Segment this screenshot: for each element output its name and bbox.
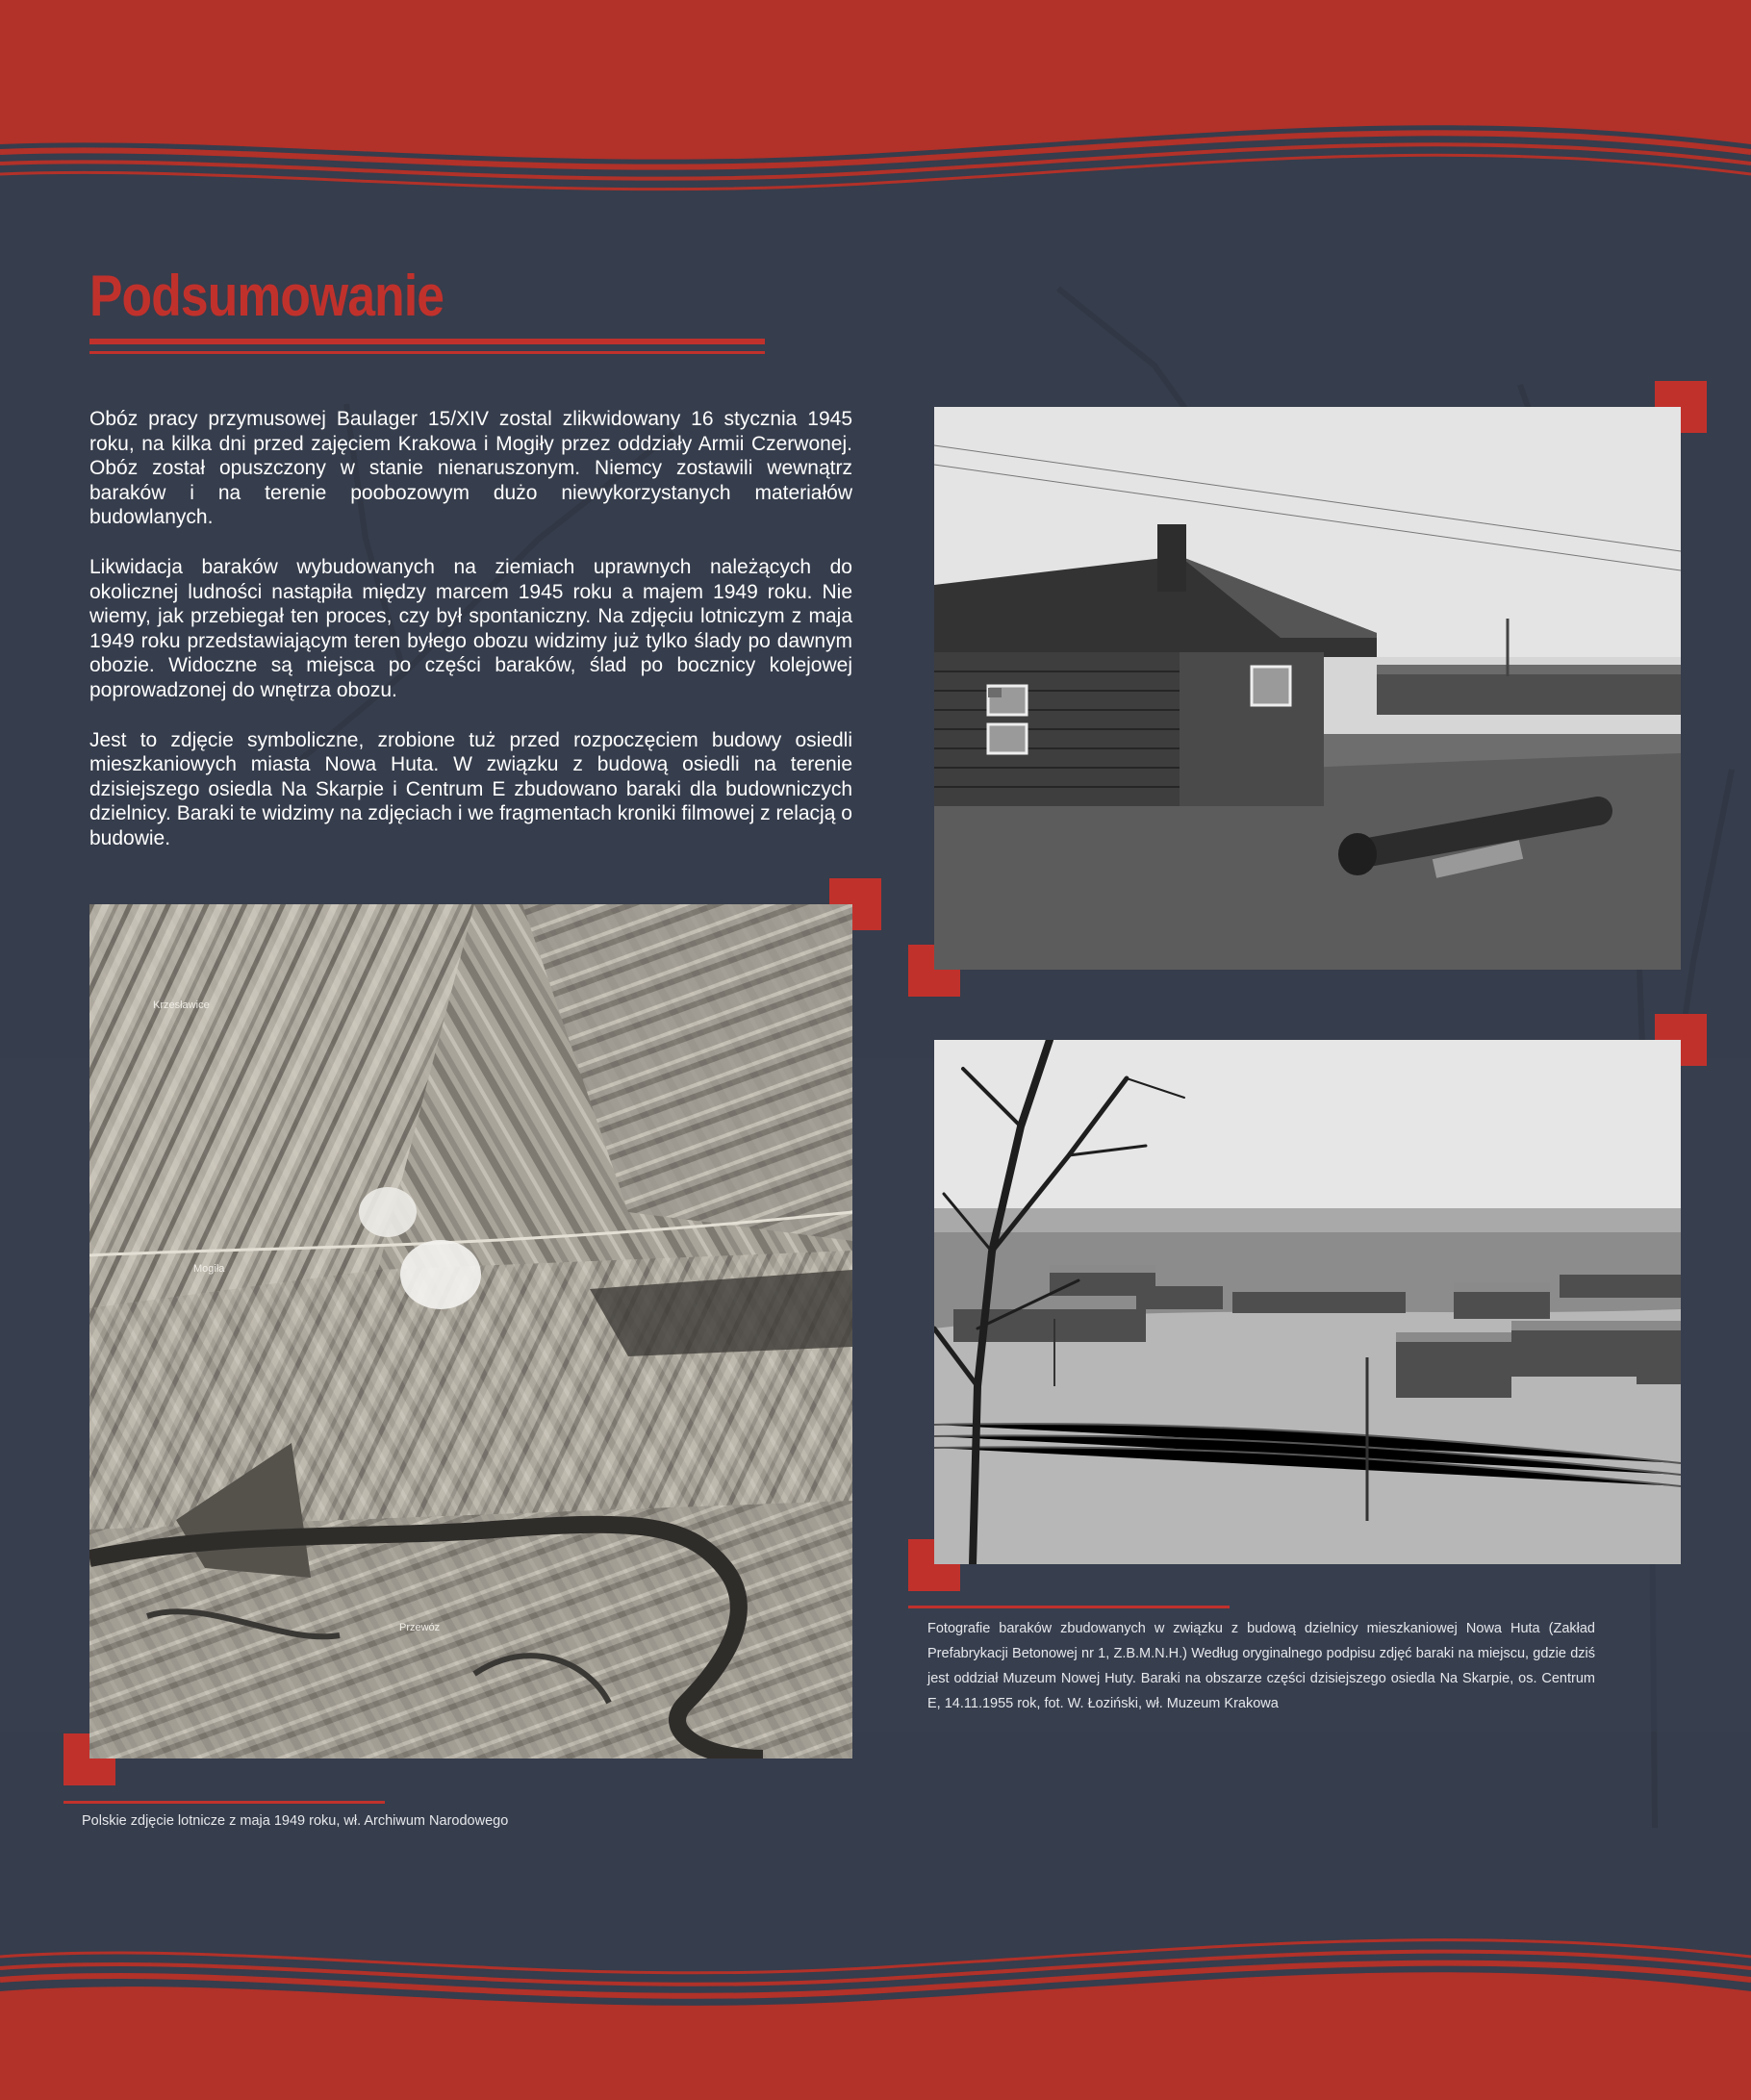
barrack-photo (934, 407, 1681, 970)
barracks-photos-caption: Fotografie baraków zbudowanych w związku z budową dzielnicy mieszkaniowej Nowa Huta (Zakład Prefabrykacji Betonowej nr 1, Z.B.M.N.H.) Według oryginalnego podpisu zdjęć baraki na miejscu, gdzie dziś jest oddział Muzeum Nowej Huty. Baraki na obszarze części dzisiejszego osiedla Na Skarpie, os. Centrum E, 14.11.1955 rok, fot. W. Łoziński, wł. Muzeum Krakowa (927, 1621, 1595, 1711)
paragraph-1: Obóz pracy przymusowej Baulager 15/XIV zostal zlikwidowany 16 stycznia 1945 roku, na kilka dni przed zajęciem Krakowa i Mogiły przez oddziały Armii Czerwonej. Obóz został opuszczony w stanie nienaruszonym. Niemcy zostawili wewnątrz baraków i na terenie poobozowym dużo niewykorzystanych materiałów budowlanych. (89, 408, 852, 529)
title-underline (89, 339, 765, 344)
map-label-przewoz: Przewóz (399, 1622, 441, 1633)
aerial-photo (89, 904, 852, 1758)
title-underline-thin (89, 351, 765, 354)
page-title: Podsumowanie (89, 264, 444, 328)
paragraph-3: Jest to zdjęcie symboliczne, zrobione tuż przed rozpoczęciem budowy osiedli mieszkaniowych miasta Nowa Huta. W związku z budową osiedli na terenie dzisiejszego osiedla Na Skarpie i Centrum E zbudowano baraki dla budowniczych dzielnicy. Baraki te widzimy na zdjęciach i we fragmentach kroniki filmowej z relacją o budowie. (89, 728, 852, 849)
barracks-landscape-photo (934, 1040, 1681, 1564)
body-text (89, 407, 852, 876)
caption-underline (63, 1801, 385, 1804)
aerial-photo-caption: Polskie zdjęcie lotnicze z maja 1949 roku, wł. Archiwum Narodowego (82, 1813, 509, 1829)
paragraph-2: Likwidacja baraków wybudowanych na ziemiach uprawnych należących do okolicznej ludności nastąpiła między marcem 1945 roku a majem 1949 roku. Nie wiemy, jak przebiegał ten proces, czy był spontaniczny. Na zdjęciu lotniczym z maja 1949 roku przedstawiającym teren byłego obozu widzimy już tylko ślady po dawnym obozie. Widoczne są miejsca po części baraków, ślad po bocznicy kolejowej poprowadzonej do wnętrza obozu. (89, 555, 852, 701)
caption-underline (908, 1606, 1230, 1608)
map-label-krzeslawice: Krzesławice (153, 999, 210, 1011)
map-label-mogila: Mogiła (193, 1263, 225, 1275)
